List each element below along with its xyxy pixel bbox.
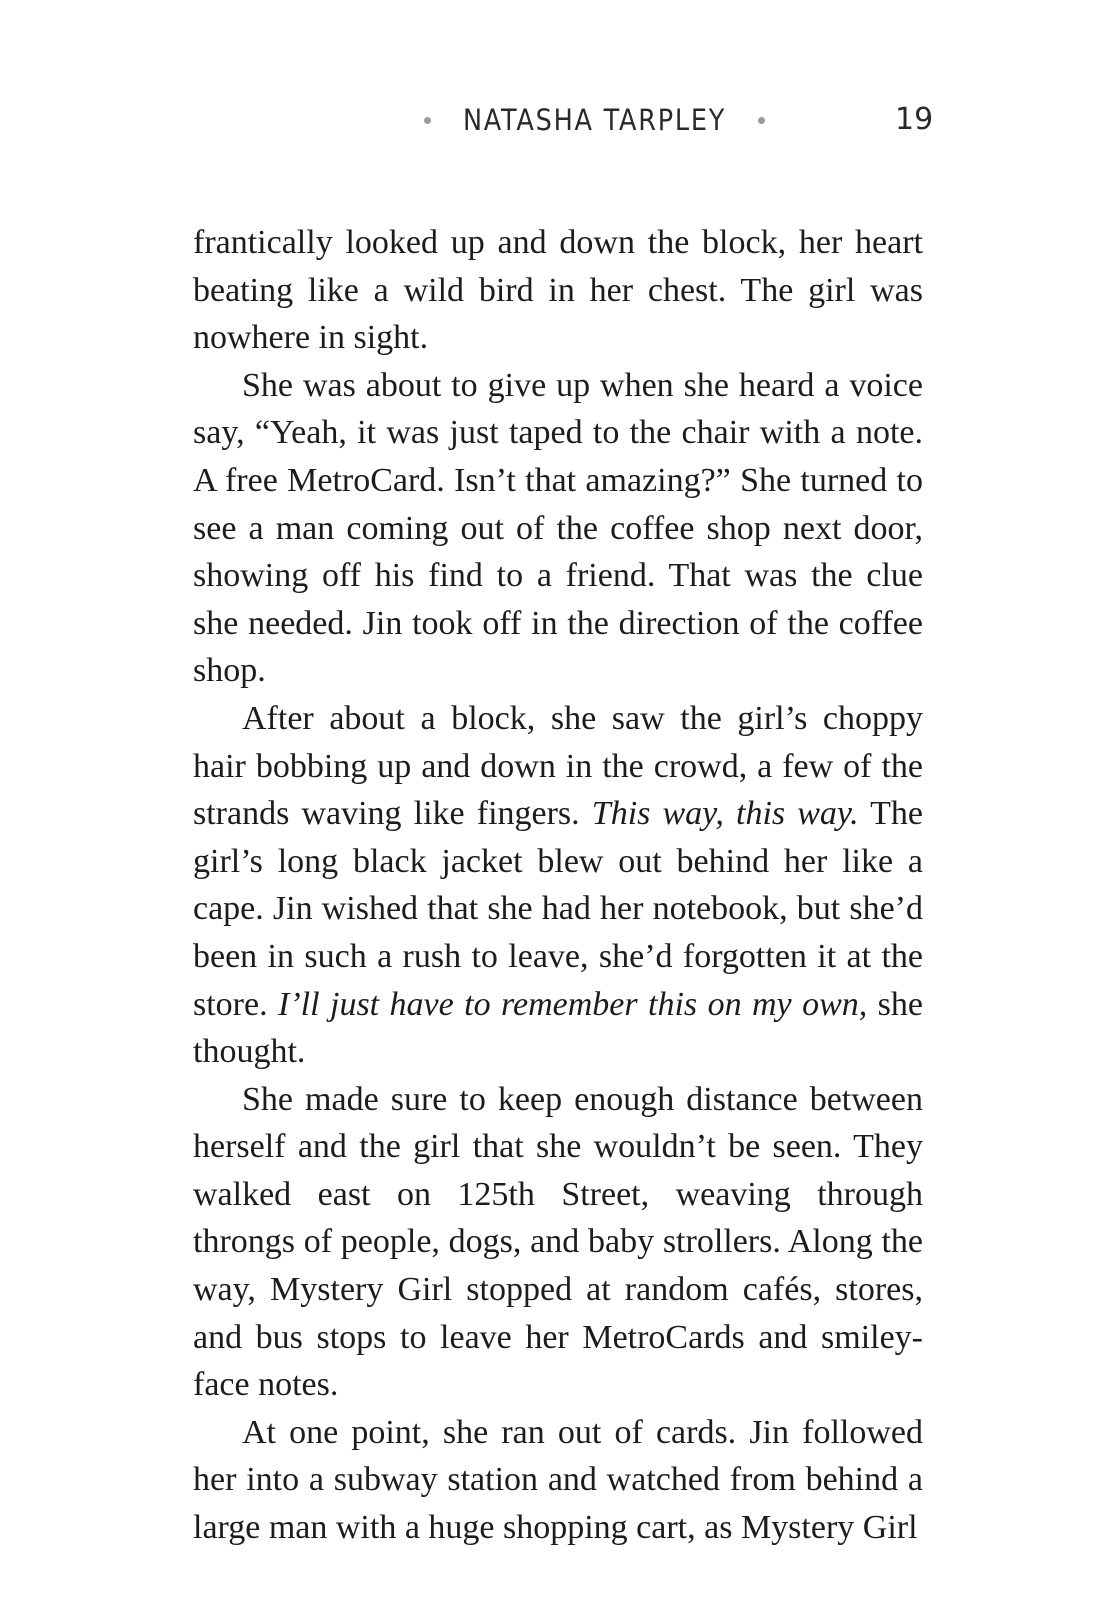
page-number: 19 (895, 102, 934, 137)
text-run: frantically looked up and down the block, her heart beating like a wild bird in her chest. The girl was nowhere in sight. (193, 224, 923, 357)
italic-text-run: This way, this way. (591, 795, 859, 833)
right-bullet-ornament (758, 117, 765, 124)
paragraph (193, 362, 923, 695)
author-header (424, 100, 765, 140)
text-run: The girl’s long black jacket blew out behind her like a cape. Jin wished that she had her notebook, but she’d been in such a rush to leave, she’d forgotten it at the store. (193, 795, 924, 1023)
body-text (193, 219, 923, 1552)
running-head (0, 100, 1101, 140)
text-run: she thought. (193, 985, 923, 1071)
paragraph (193, 695, 923, 1076)
paragraph (193, 219, 923, 362)
left-bullet-ornament (424, 117, 431, 124)
author-name: NATASHA TARPLEY (462, 103, 727, 137)
text-run: She made sure to keep enough distance between herself and the girl that she wouldn’t be seen. They walked east on 125th Street, weaving through throngs of people, dogs, and baby strollers. Along the way, Mystery Girl stopped at random cafés, stores, and bus stops to leave her MetroCards and smiley-face notes. (193, 1080, 923, 1404)
paragraph (193, 1076, 923, 1409)
text-run: At one point, she ran out of cards. Jin followed her into a subway station and watched from behind a large man with a huge shopping cart, as Mystery Girl (193, 1413, 923, 1547)
paragraph (193, 1409, 923, 1552)
italic-text-run: I’ll just have to remember this on my own, (278, 985, 868, 1023)
text-run: She was about to give up when she heard a voice say, “Yeah, it was just taped to the chair with a note. A free MetroCard. Isn’t that amazing?” She turned to see a man coming out of the coffee shop next door, showing off his find to a friend. That was the clue she needed. Jin took off in the direction of the coffee shop. (193, 366, 923, 690)
text-run: After about a block, she saw the girl’s choppy hair bobbing up and down in the crowd, a few of the strands waving like fingers. (193, 699, 923, 833)
